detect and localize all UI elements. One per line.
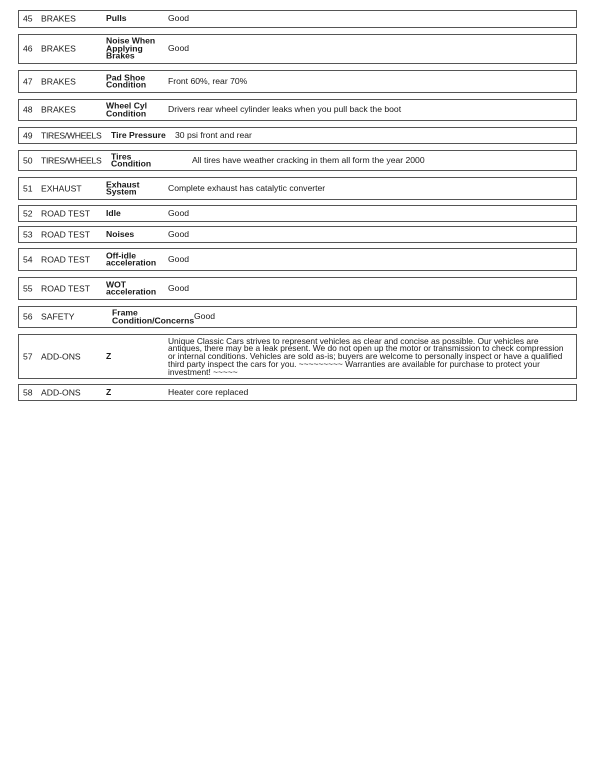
- row-category: ADD-ONS: [41, 387, 81, 398]
- row-item: Exhaust System: [106, 178, 140, 197]
- row-number: 56: [23, 311, 33, 322]
- row-category: BRAKES: [41, 76, 76, 87]
- row-item: WOT acceleration: [106, 278, 157, 297]
- row-category: ROAD TEST: [41, 208, 91, 219]
- row-number: 45: [23, 13, 33, 24]
- row-item: Tires Condition: [111, 150, 152, 169]
- row-condition: Good: [168, 207, 190, 218]
- row-category: BRAKES: [41, 43, 76, 54]
- table-row: [18, 34, 577, 64]
- table-row: [18, 150, 577, 171]
- row-number: 58: [23, 387, 33, 398]
- row-item: Noise When Applying Brakes: [106, 35, 156, 61]
- row-number: 48: [23, 104, 33, 115]
- row-condition: Good: [194, 311, 216, 322]
- row-category: EXHAUST: [41, 183, 82, 194]
- row-item: Idle: [106, 207, 121, 218]
- row-condition: Good: [168, 253, 190, 264]
- row-condition: Good: [168, 228, 190, 239]
- table-row: [18, 277, 577, 300]
- table-row: [18, 334, 577, 379]
- table-row: [18, 248, 577, 271]
- row-number: 51: [23, 183, 33, 194]
- row-condition: Drivers rear wheel cylinder leaks when you pull back the boot: [168, 104, 402, 115]
- row-category: BRAKES: [41, 104, 76, 115]
- row-number: 50: [23, 155, 33, 166]
- row-category: BRAKES: [41, 13, 76, 24]
- row-number: 47: [23, 76, 33, 87]
- table-row: [18, 384, 577, 401]
- row-item: Frame Condition/Concerns: [112, 307, 195, 325]
- row-category: ROAD TEST: [41, 254, 91, 265]
- row-condition: Front 60%, rear 70%: [168, 75, 248, 86]
- row-condition: 30 psi front and rear: [175, 129, 252, 140]
- row-condition: Good: [168, 13, 190, 24]
- row-number: 46: [23, 43, 33, 54]
- row-number: 49: [23, 130, 33, 141]
- row-category: ROAD TEST: [41, 283, 91, 294]
- row-item: Pulls: [106, 13, 127, 24]
- table-row: [18, 226, 577, 243]
- table-row: [18, 306, 577, 328]
- table-row: [18, 177, 577, 200]
- row-condition: All tires have weather cracking in them all form the year 2000: [192, 154, 425, 165]
- row-item: Off-idle acceleration: [106, 249, 157, 268]
- table-row: [18, 127, 577, 144]
- table-row: [18, 99, 577, 121]
- row-item: Wheel Cyl Condition: [106, 100, 148, 118]
- table-row: [18, 10, 577, 28]
- row-condition: Complete exhaust has catalytic converter: [168, 182, 326, 193]
- row-condition: Heater core replaced: [168, 386, 249, 397]
- row-number: 57: [23, 351, 33, 362]
- row-item: Noises: [106, 228, 135, 239]
- row-category: ROAD TEST: [41, 229, 91, 240]
- table-row: [18, 70, 577, 93]
- row-number: 55: [23, 283, 33, 294]
- row-condition: Good: [168, 282, 190, 293]
- row-condition: Good: [168, 43, 190, 54]
- row-category: TIRES/WHEELS: [41, 130, 102, 141]
- table-row: [18, 205, 577, 222]
- row-item: Z: [106, 386, 112, 397]
- row-number: 54: [23, 254, 33, 265]
- row-item: Z: [106, 350, 112, 361]
- row-category: TIRES/WHEELS: [41, 155, 102, 166]
- row-item: Tire Pressure: [111, 129, 166, 140]
- row-number: 53: [23, 229, 33, 240]
- row-number: 52: [23, 208, 33, 219]
- row-category: SAFETY: [41, 311, 75, 322]
- row-category: ADD-ONS: [41, 351, 81, 362]
- row-item: Pad Shoe Condition: [106, 71, 147, 90]
- row-condition: Unique Classic Cars strives to represent vehicles as clear and concise as possible. Our vehicles are antiques, there may be a leak present. We do not open up the motor or transmission to check compression or internal conditions. Vehicles are sold as-is; buyers are welcome to personally inspect or have a qualified third party inspect the cars for you. ~~~~~~~~~ Warranties are available for purchase to protect your investment! ~~~~~: [168, 335, 564, 378]
